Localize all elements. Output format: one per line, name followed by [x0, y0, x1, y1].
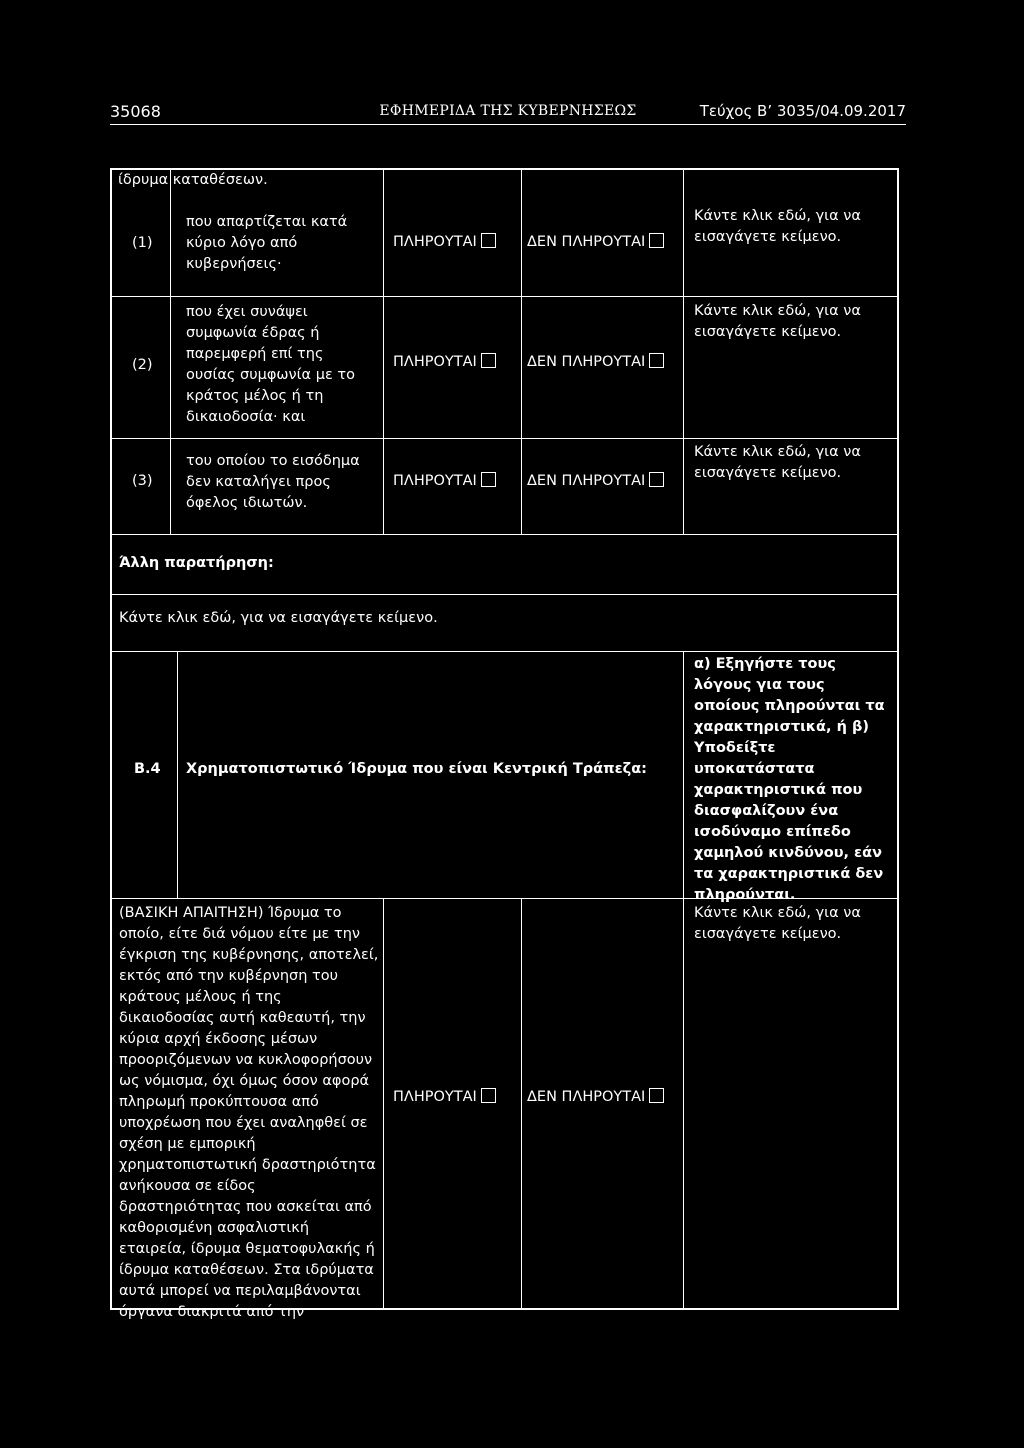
- row-divider: [110, 651, 899, 652]
- fulfilled-option[interactable]: [393, 1088, 496, 1105]
- not-fulfilled-option[interactable]: [527, 472, 664, 489]
- row-divider: [110, 438, 899, 439]
- column-divider: [521, 898, 522, 1309]
- not-fulfilled-label: ΔΕΝ ΠΛΗΡΟΥΤΑΙ: [527, 234, 646, 250]
- not-fulfilled-label: ΔΕΝ ΠΛΗΡΟΥΤΑΙ: [527, 1089, 646, 1105]
- fulfilled-label: ΠΛΗΡΟΥΤΑΙ: [393, 234, 477, 250]
- fulfilled-checkbox[interactable]: [481, 233, 496, 248]
- column-divider: [521, 168, 522, 534]
- fulfilled-label: ΠΛΗΡΟΥΤΑΙ: [393, 1089, 477, 1105]
- text-entry-field[interactable]: Κάντε κλικ εδώ, για να εισαγάγετε κείμενο.: [694, 208, 861, 245]
- column-divider: [383, 898, 384, 1309]
- continuation-text: ίδρυμα καταθέσεων.: [118, 172, 268, 188]
- column-divider: [177, 651, 178, 898]
- column-divider: [383, 168, 384, 534]
- column-divider: [683, 651, 684, 898]
- text-entry-field[interactable]: Κάντε κλικ εδώ, για να εισαγάγετε κείμενο.: [694, 444, 861, 481]
- basic-requirement-text: (ΒΑΣΙΚΗ ΑΠΑΙΤΗΣΗ) Ίδρυμα το οποίο, είτε διά νόμου είτε με την έγκριση της κυβέρνησης, αποτελεί, εκτός από την κυβέρνηση του κράτους μέλους ή της δικαιοδοσίας αυτή καθεαυτή, την κύρια αρχή έκδοσης μέσων προοριζόμενων να κυκλοφορήσουν ως νόμισμα, όχι όμως όσον αφορά πληρωμή προκύπτουσα από υποχρέωση που έχει αναληφθεί σε σχέση με εμπορική χρηματοπιστωτική δραστηριότητα ανήκουσα σε είδος δραστηριότητας που ασκείται από καθορισμένη ασφαλιστική εταιρεία, ίδρυμα θεματοφυλακής ή ίδρυμα καταθέσεων. Στα ιδρύματα αυτά μπορεί να περιλαμβάνονται όργανα διακριτά από την: [119, 905, 379, 1320]
- not-fulfilled-label: ΔΕΝ ΠΛΗΡΟΥΤΑΙ: [527, 473, 646, 489]
- row-criterion: του οποίου το εισόδημα δεν καταλήγει προς όφελος ιδιωτών.: [186, 453, 360, 511]
- fulfilled-option[interactable]: [393, 472, 496, 489]
- column-divider: [683, 168, 684, 534]
- not-fulfilled-checkbox[interactable]: [649, 1088, 664, 1103]
- fulfilled-checkbox[interactable]: [481, 1088, 496, 1103]
- column-divider: [683, 898, 684, 1309]
- page-number: 35068: [110, 102, 161, 121]
- column-divider: [170, 168, 171, 534]
- row-divider: [110, 594, 899, 595]
- issue-info: Τεύχος Β’ 3035/04.09.2017: [699, 102, 906, 120]
- fulfilled-label: ΠΛΗΡΟΥΤΑΙ: [393, 354, 477, 370]
- not-fulfilled-label: ΔΕΝ ΠΛΗΡΟΥΤΑΙ: [527, 354, 646, 370]
- text-entry-field[interactable]: Κάντε κλικ εδώ, για να εισαγάγετε κείμενο.: [694, 905, 861, 942]
- fulfilled-label: ΠΛΗΡΟΥΤΑΙ: [393, 473, 477, 489]
- table-border: [897, 168, 899, 1310]
- not-fulfilled-option[interactable]: [527, 1088, 664, 1105]
- row-criterion: που έχει συνάψει συμφωνία έδρας ή παρεμφερή επί της ουσίας συμφωνία με το κράτος μέλος ή τη δικαιοδοσία· και: [186, 304, 355, 425]
- not-fulfilled-checkbox[interactable]: [649, 353, 664, 368]
- row-number: (1): [132, 235, 153, 251]
- not-fulfilled-checkbox[interactable]: [649, 472, 664, 487]
- row-divider: [110, 296, 899, 297]
- gazette-title: ΕΦΗΜΕΡΙΔΑ ΤΗΣ ΚΥΒΕΡΝΗΣΕΩΣ: [379, 103, 637, 119]
- section-code: Β.4: [134, 761, 161, 777]
- not-fulfilled-checkbox[interactable]: [649, 233, 664, 248]
- table-border: [110, 168, 112, 1310]
- not-fulfilled-option[interactable]: [527, 353, 664, 370]
- row-number: (3): [132, 473, 153, 489]
- fulfilled-checkbox[interactable]: [481, 353, 496, 368]
- fulfilled-checkbox[interactable]: [481, 472, 496, 487]
- other-remark-label: Άλλη παρατήρηση:: [119, 555, 274, 571]
- other-remark-field[interactable]: Κάντε κλικ εδώ, για να εισαγάγετε κείμενο.: [119, 610, 438, 626]
- section-title: Χρηματοπιστωτικό Ίδρυμα που είναι Κεντρική Τράπεζα:: [186, 761, 647, 777]
- not-fulfilled-option[interactable]: [527, 233, 664, 250]
- row-criterion: που απαρτίζεται κατά κύριο λόγο από κυβερνήσεις·: [186, 214, 348, 272]
- section-instruction: α) Εξηγήστε τους λόγους για τους οποίους πληρούνται τα χαρακτηριστικά, ή β) Υποδείξτε υποκατάστατα χαρακτηριστικά που διασφαλίζουν ένα ισοδύναμο επίπεδο χαμηλού κινδύνου, εάν τα χαρακτηριστικά δεν πληρούνται.: [694, 656, 885, 903]
- fulfilled-option[interactable]: [393, 353, 496, 370]
- row-divider: [110, 534, 899, 535]
- row-number: (2): [132, 357, 153, 373]
- fulfilled-option[interactable]: [393, 233, 496, 250]
- text-entry-field[interactable]: Κάντε κλικ εδώ, για να εισαγάγετε κείμενο.: [694, 303, 861, 340]
